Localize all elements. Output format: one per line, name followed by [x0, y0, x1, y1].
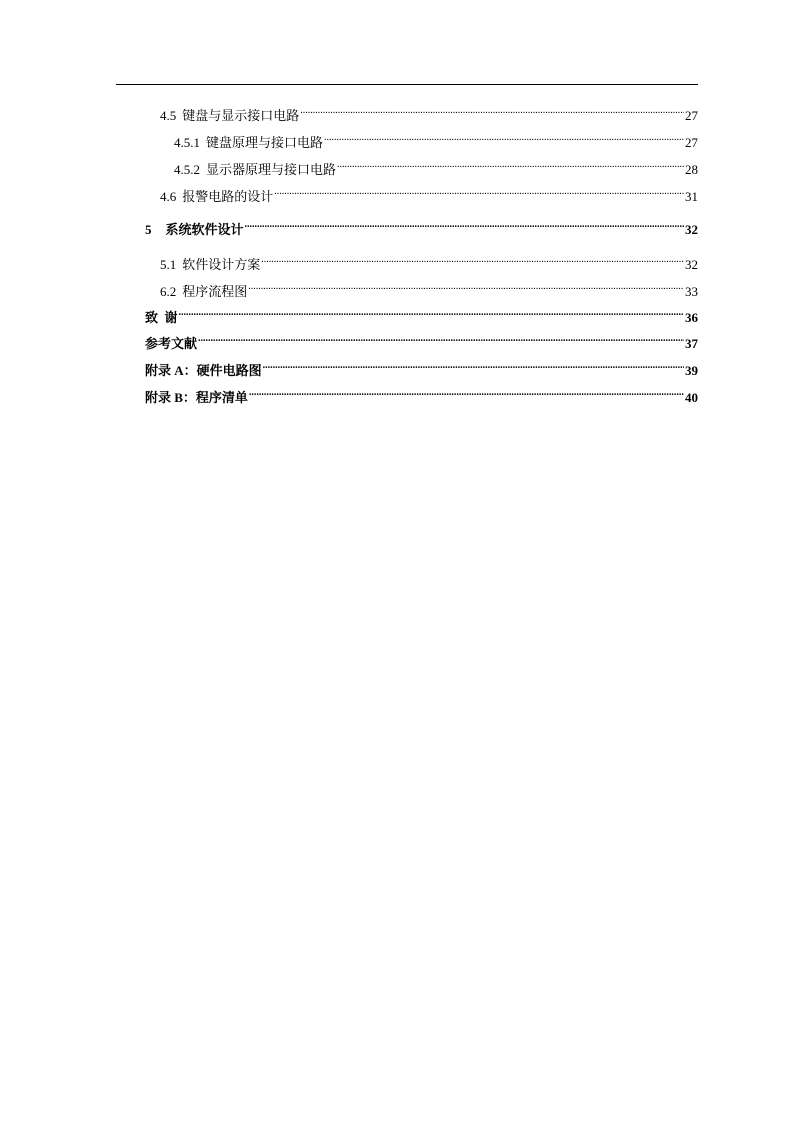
dot-leader	[245, 214, 684, 234]
toc-entry-title: 附录 B：程序清单	[145, 390, 248, 405]
toc-entry-page: 32	[685, 257, 698, 272]
toc-entry-title: 系统软件设计	[165, 222, 244, 237]
toc-entry[interactable]	[160, 181, 698, 204]
dot-leader	[337, 154, 684, 174]
toc-chapter-entry[interactable]	[145, 382, 698, 405]
dot-leader	[179, 302, 684, 322]
toc-entry[interactable]	[160, 276, 698, 299]
dot-leader	[249, 382, 684, 402]
toc-entry-number: 4.6	[160, 189, 177, 204]
toc-chapter-entry[interactable]	[145, 355, 698, 378]
toc-entry-page: 32	[685, 222, 698, 237]
toc-entry-page: 37	[685, 336, 698, 351]
toc-entry[interactable]	[160, 249, 698, 272]
toc-entry-page: 27	[685, 108, 698, 123]
toc-entry-page: 28	[685, 162, 698, 177]
toc-entry-title: 键盘原理与接口电路	[206, 135, 324, 150]
dot-leader	[261, 249, 684, 269]
toc-entry-title: 软件设计方案	[182, 257, 261, 272]
toc-entry-title: 报警电路的设计	[182, 189, 274, 204]
toc-entry[interactable]	[160, 100, 698, 123]
dot-leader	[274, 181, 684, 201]
toc-entry-title: 显示器原理与接口电路	[206, 162, 337, 177]
toc-entry-number: 5	[145, 222, 152, 237]
toc-entry-title: 程序流程图	[182, 284, 248, 299]
toc-chapter-entry[interactable]	[145, 214, 698, 237]
toc-entry-number: 4.5.2	[174, 162, 200, 177]
toc-entry[interactable]	[174, 154, 698, 177]
dot-leader	[248, 276, 684, 296]
dot-leader	[263, 355, 684, 375]
toc-entry-page: 27	[685, 135, 698, 150]
toc-chapter-entry[interactable]	[145, 302, 698, 325]
toc-entry-title: 参考文献	[145, 336, 198, 351]
dot-leader	[324, 127, 684, 147]
toc-entry-page: 36	[685, 310, 698, 325]
toc-entry[interactable]	[174, 127, 698, 150]
toc-entry-title: 附录 A：硬件电路图	[145, 363, 262, 378]
toc-entry-number: 4.5.1	[174, 135, 200, 150]
toc-entry-title: 致 谢	[145, 310, 178, 325]
toc-entry-page: 40	[685, 390, 698, 405]
dot-leader	[198, 328, 684, 348]
toc-entry-page: 33	[685, 284, 698, 299]
dot-leader	[300, 100, 684, 120]
toc-entry-number: 5.1	[160, 257, 177, 272]
toc-entry-number: 4.5	[160, 108, 177, 123]
toc-entry-page: 31	[685, 189, 698, 204]
header-rule	[116, 84, 698, 85]
toc-entry-number: 6.2	[160, 284, 177, 299]
toc-entry-page: 39	[685, 363, 698, 378]
toc-entry-title: 键盘与显示接口电路	[182, 108, 300, 123]
toc-chapter-entry[interactable]	[145, 328, 698, 351]
